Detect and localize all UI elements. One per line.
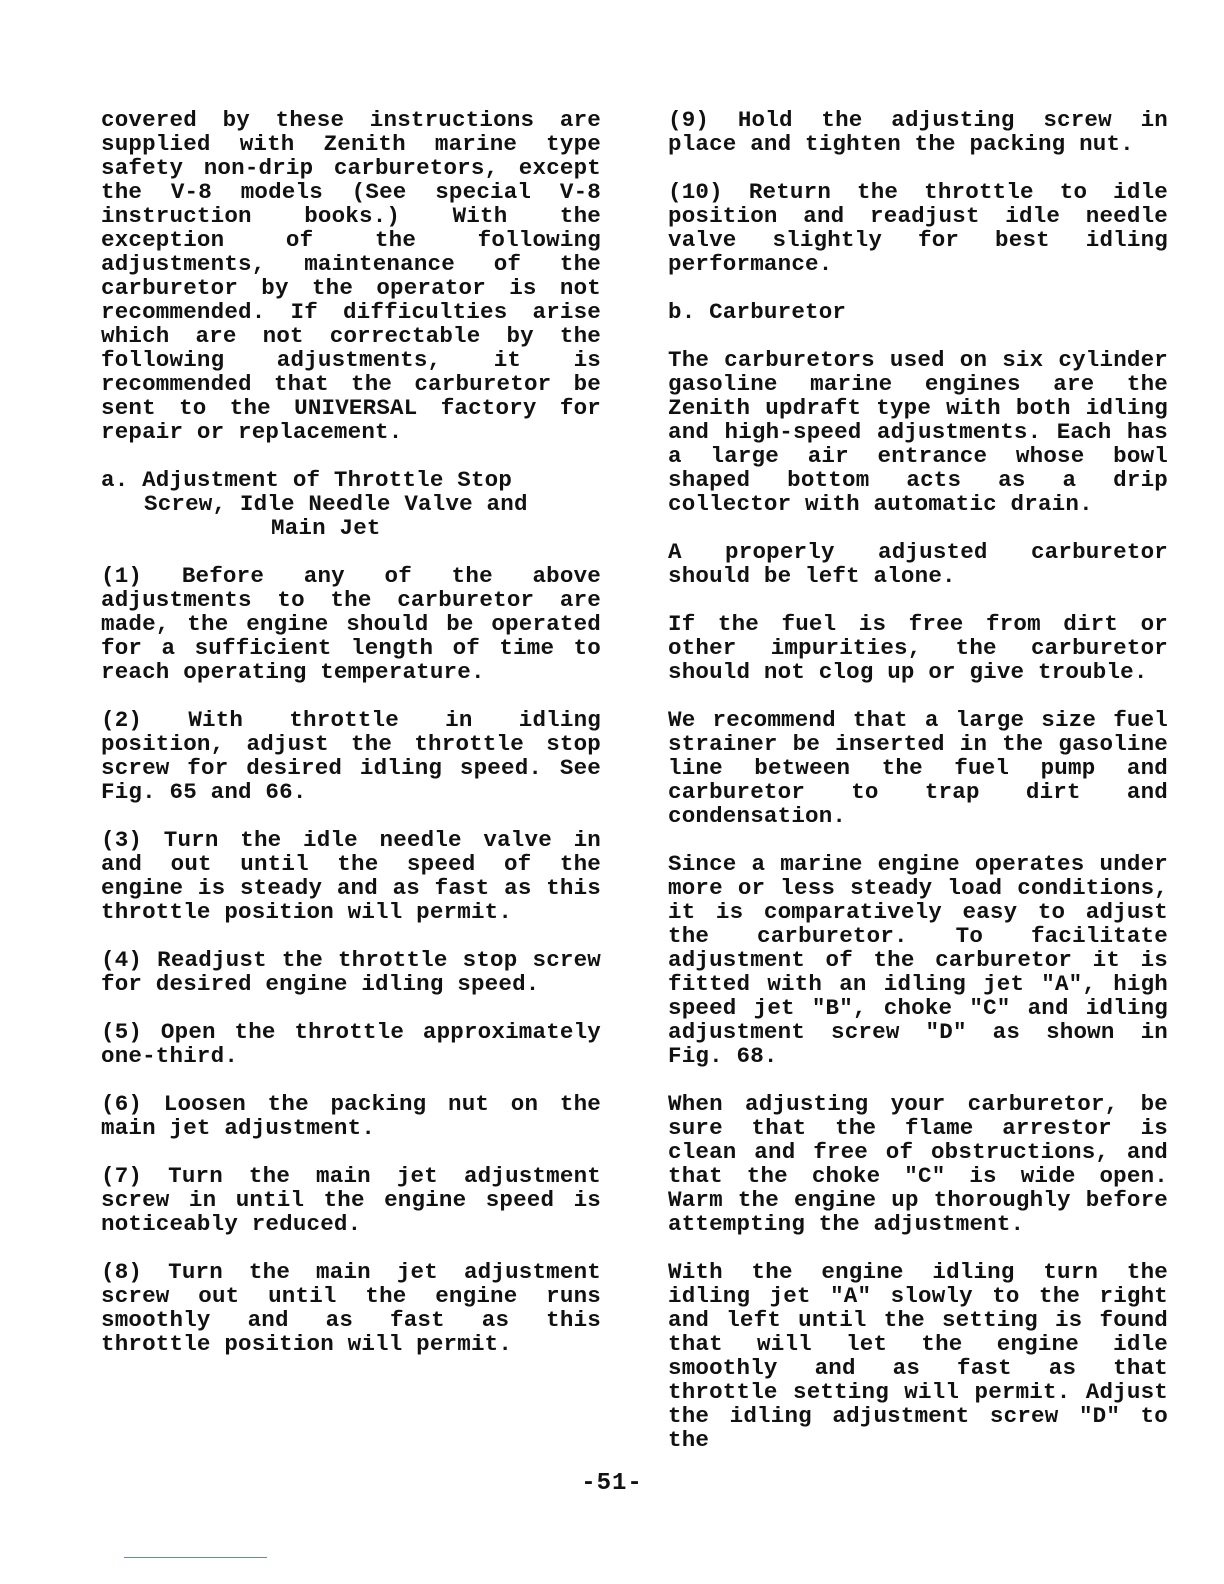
step-6: (6) Loosen the packing nut on the main jet adjustment.: [101, 1091, 601, 1141]
step-4: (4) Readjust the throttle stop screw for desired engine idling speed.: [101, 947, 601, 997]
step-2: (2) With throttle in idling position, adjust the throttle stop screw for desired idling speed. See Fig. 65 and 66.: [101, 707, 601, 805]
carburetor-paragraph-5: Since a marine engine operates under more or less steady load conditions, it is comparatively easy to adjust the carburetor. To facilitate adjustment of the carburetor it is fitted with an idling jet "A", high speed jet "B", choke "C" and idling adjustment screw "D" as shown in Fig. 68.: [668, 851, 1168, 1069]
carburetor-paragraph-4: We recommend that a large size fuel strainer be inserted in the gasoline line between the fuel pump and carburetor to trap dirt and condensation.: [668, 707, 1168, 829]
page-number: -51-: [581, 1470, 643, 1497]
step-5: (5) Open the throttle approximately one-third.: [101, 1019, 601, 1069]
carburetor-paragraph-3: If the fuel is free from dirt or other impurities, the carburetor should not clog up or give trouble.: [668, 611, 1168, 685]
carburetor-paragraph-2: A properly adjusted carburetor should be left alone.: [668, 539, 1168, 589]
section-a-heading-line3: Main Jet: [271, 515, 381, 541]
carburetor-paragraph-7: With the engine idling turn the idling jet "A" slowly to the right and left until the setting is found that will let the engine idle smoothly and as fast as that throttle setting will permit. Adjust the idling adjustment screw "D" to the: [668, 1259, 1168, 1453]
right-column: [668, 108, 1168, 1476]
step-3: (3) Turn the idle needle valve in and out until the speed of the engine is steady and as fast as this throttle position will permit.: [101, 827, 601, 925]
step-8: (8) Turn the main jet adjustment screw out until the engine runs smoothly and as fast as this throttle position will permit.: [101, 1259, 601, 1357]
section-a-heading-line1: a. Adjustment of Throttle Stop: [101, 467, 513, 493]
step-9: (9) Hold the adjusting screw in place and tighten the packing nut.: [668, 107, 1168, 157]
left-column: [101, 108, 601, 1380]
carburetor-paragraph-1: The carburetors used on six cylinder gasoline marine engines are the Zenith updraft type with both idling and high-speed adjustments. Each has a large air entrance whose bowl shaped bottom acts as a drip collector with automatic drain.: [668, 347, 1168, 517]
intro-paragraph: covered by these instructions are supplied with Zenith marine type safety non-drip carburetors, except the V-8 models (See special V-8 instruction books.) With the exception of the following adjustments, maintenance of the carburetor by the operator is not recommended. If difficulties arise which are not correctable by the following adjustments, it is recommended that the carburetor be sent to the UNIVERSAL factory for repair or replacement.: [101, 107, 601, 445]
step-1: (1) Before any of the above adjustments to the carburetor are made, the engine should be operated for a sufficient length of time to reach operating temperature.: [101, 563, 601, 685]
section-a-heading-line2: Screw, Idle Needle Valve and: [144, 491, 528, 517]
step-7: (7) Turn the main jet adjustment screw in until the engine speed is noticeably reduced.: [101, 1163, 601, 1237]
section-b-heading: b. Carburetor: [668, 299, 847, 325]
section-a-heading: [101, 468, 601, 540]
step-10: (10) Return the throttle to idle position and readjust idle needle valve slightly for best idling performance.: [668, 179, 1168, 277]
carburetor-paragraph-6: When adjusting your carburetor, be sure that the flame arrestor is clean and free of obstructions, and that the choke "C" is wide open. Warm the engine up thoroughly before attempting the adjustment.: [668, 1091, 1168, 1237]
footnote-rule: [124, 1557, 267, 1558]
